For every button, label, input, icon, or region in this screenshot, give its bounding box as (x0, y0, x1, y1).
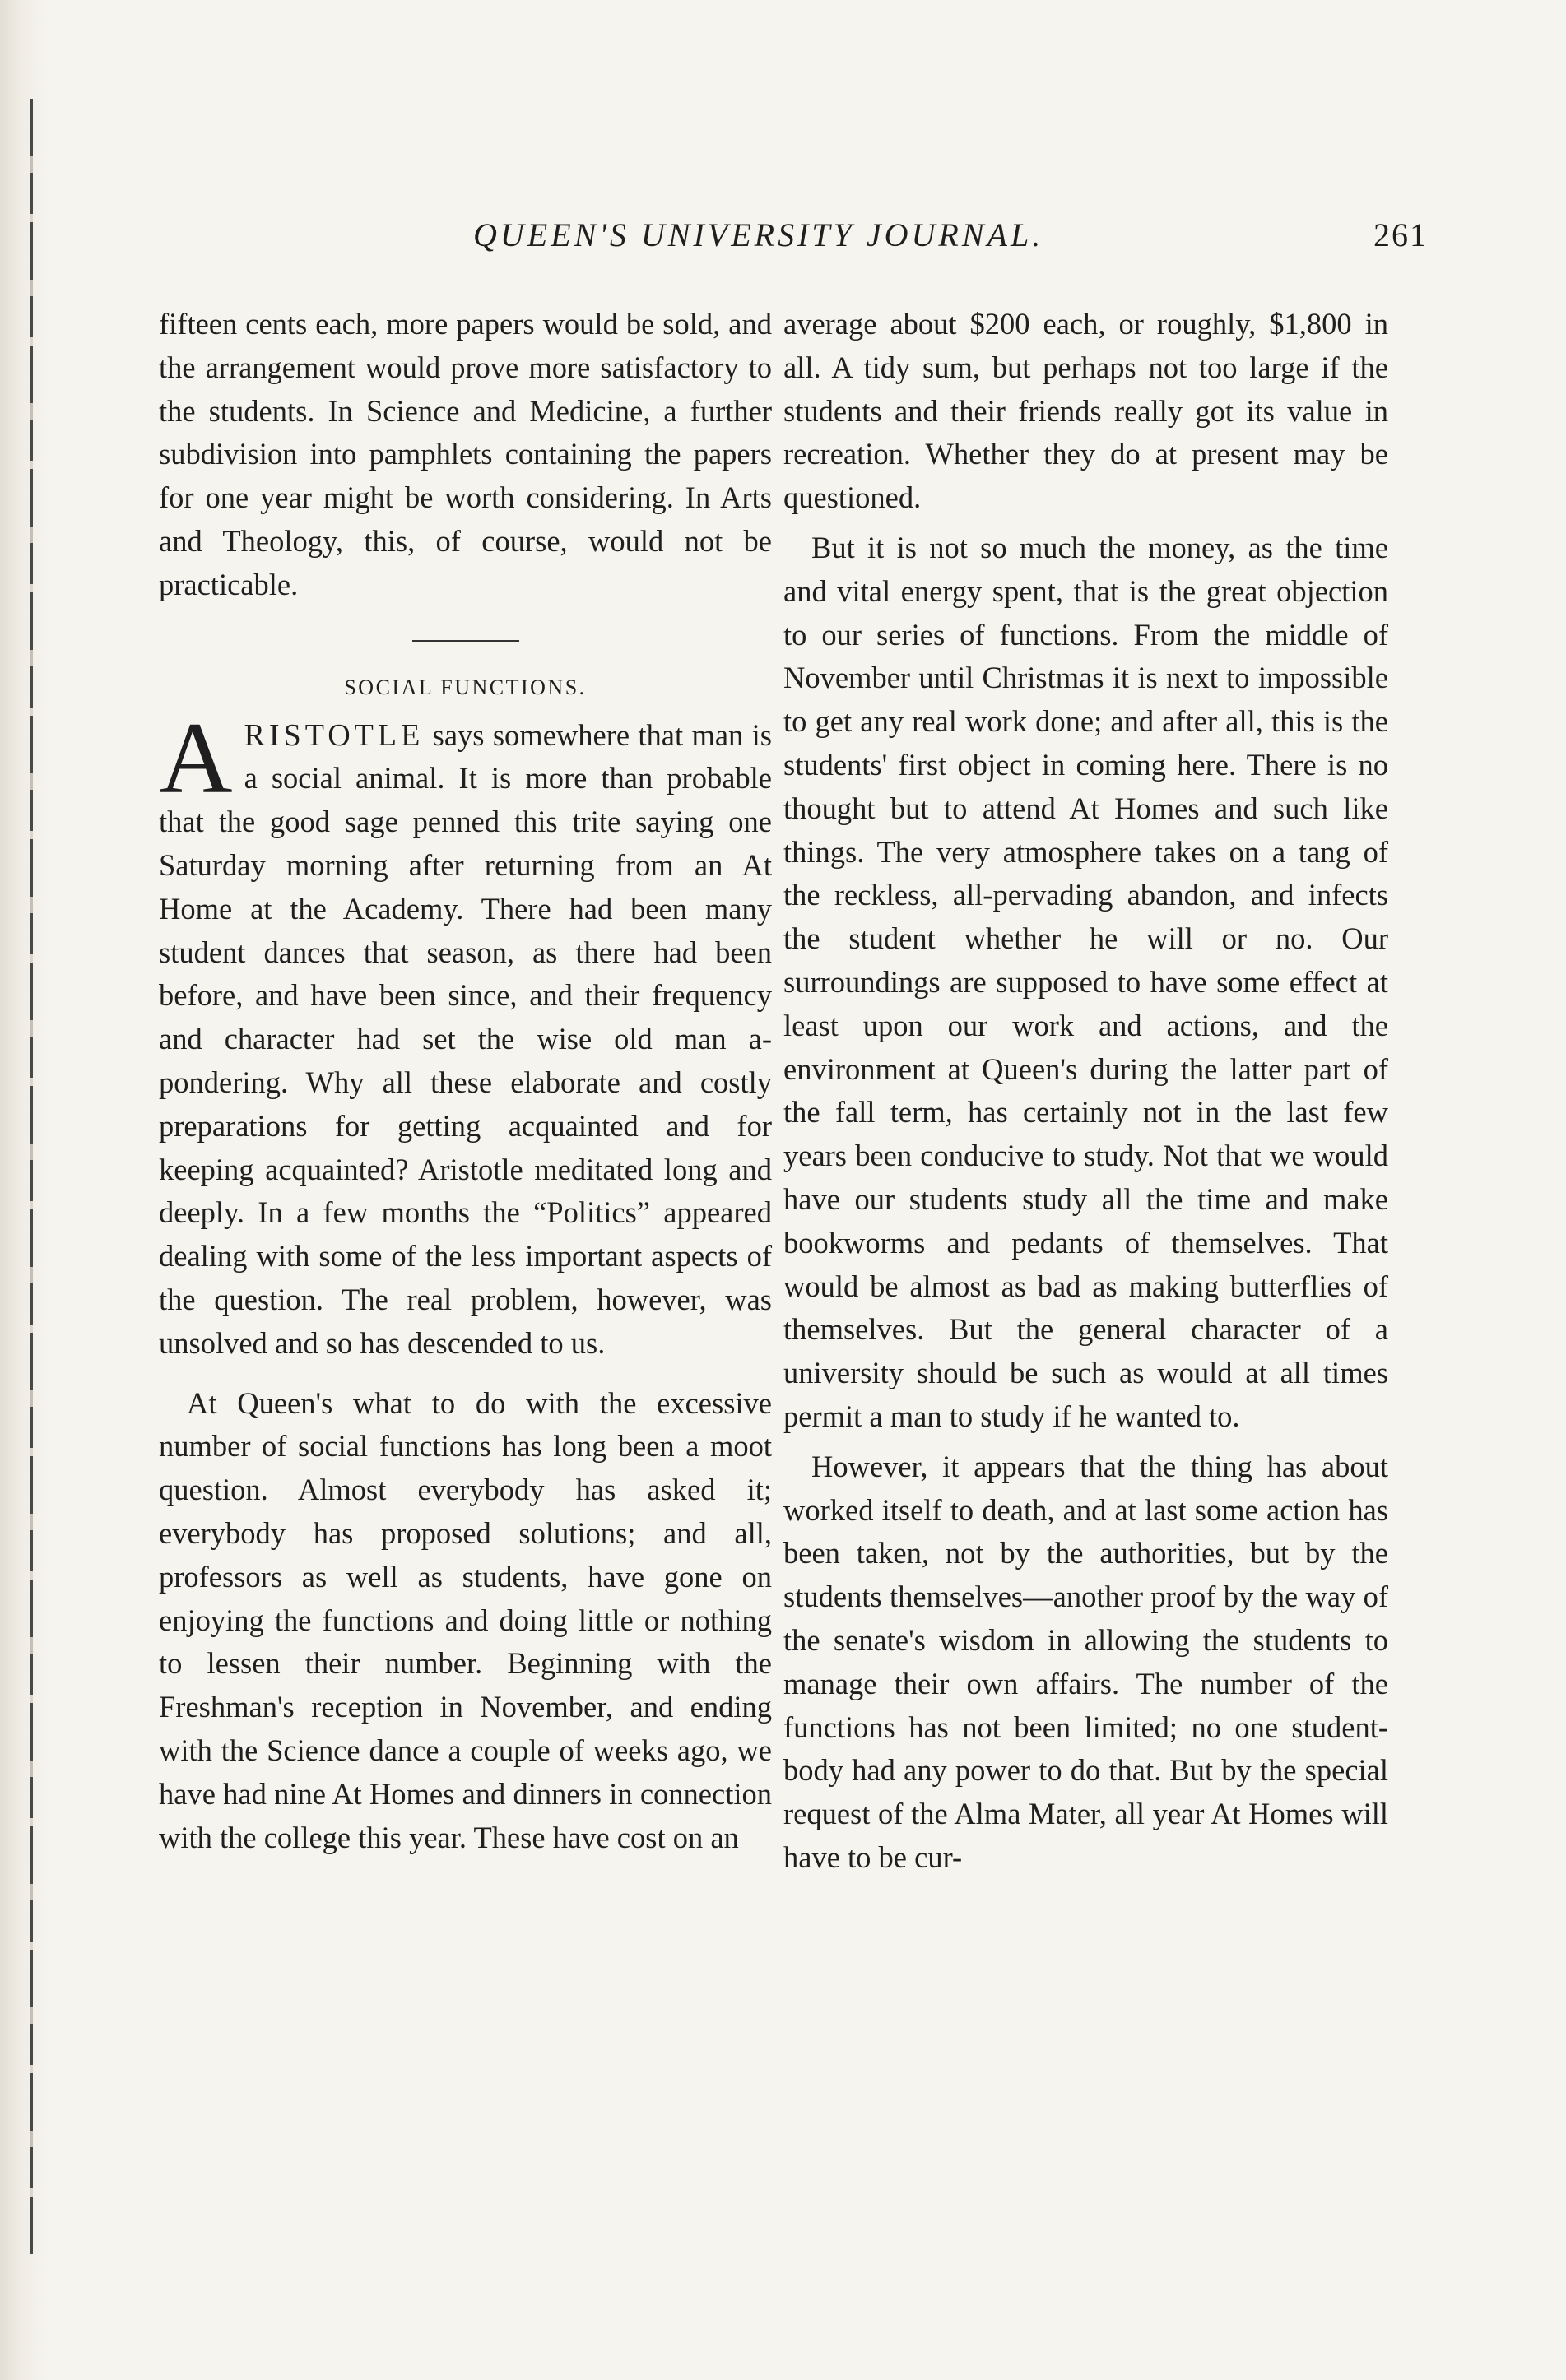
running-title: QUEEN'S UNIVERSITY JOURNAL. (473, 216, 1044, 253)
left-column (159, 303, 772, 1859)
page-header (473, 216, 1428, 273)
drop-cap: A (159, 701, 233, 814)
paragraph-continued: fifteen cents each, more papers would be sold, and the arrangement would prove more satisfactory to the students. In Science and Medicine, a further subdivision into pamphlets containing the papers for one year might be worth considering. In Arts and Theology, this, of course, would not be practicable. (159, 307, 772, 601)
paragraph-however: However, it appears that the thing has about worked itself to death, and at last some action has been taken, not by the authorities, but by the students themselves—another proof by the way of the senate's wisdom in allowing the students to manage their own affairs. The number of the functions has not been limited; no one student-body had any power to do that. But by the special request of the Alma Mater, all year At Homes will have to be cur- (783, 1449, 1388, 1874)
section-heading: SOCIAL FUNCTIONS. (344, 675, 587, 699)
lead-word: RISTOTLE (244, 717, 425, 753)
page-edge-shadow (0, 0, 49, 2380)
paragraph-average: average about $200 each, or roughly, $1,800 in all. A tidy sum, but perhaps not too large if the students and their friends really got its value in recreation. Whether they do at present may be questioned. (783, 307, 1388, 515)
paragraph-queens: At Queen's what to do with the excessive number of social functions has long been a moot question. Almost everybody has asked it; everybody has proposed solutions; and all, professors as well as students, have gone on enjoying the functions and doing little or nothing to lessen their number. Beginning with the Freshman's reception in November, and ending with the Science dance a couple of weeks ago, we have had nine At Homes and dinners in connection with the college this year. These have cost on an (159, 1385, 772, 1854)
binding-edge-line (30, 99, 33, 2254)
opening-paragraph-text: says somewhere that man is a social animal. It is more than probable that the good sage penned this trite saying one Saturday morning after returning from an At Home at the Academy. There had been many student dances that season, as there had been before, and have been since, and their frequency and character had set the wise old man a-pondering. Why all these elaborate and costly preparations for getting acquainted and for keeping acquainted? Aristotle meditated long and deeply. In a few months the “Politics” appeared dealing with some of the less important aspects of the question. The real problem, however, was unsolved and so has descended to us. (159, 717, 772, 1360)
page-number: 261 (1373, 216, 1428, 253)
right-column (783, 303, 1388, 1880)
paragraph-money: But it is not so much the money, as the time and vital energy spent, that is the great objection to our series of functions. From the middle of November until Christmas it is next to impossible to get any real work done; and after all, this is the students' first object in coming here. There is no thought but to attend At Homes and such like things. The very atmosphere takes on a tang of the reckless, all-pervading abandon, and infects the student whether he will or no. Our surroundings are supposed to have some effect at least upon our work and actions, and the environment at Queen's during the latter part of the fall term, has certainly not in the last few years been conducive to study. Not that we would have our students study all the time and make bookworms and pedants of themselves. That would be almost as bad as making butterflies of themselves. But the general character of a university should be such as would at all times permit a man to study if he wanted to. (783, 530, 1388, 1433)
opening-paragraph (159, 701, 772, 1366)
section-divider (412, 640, 519, 642)
